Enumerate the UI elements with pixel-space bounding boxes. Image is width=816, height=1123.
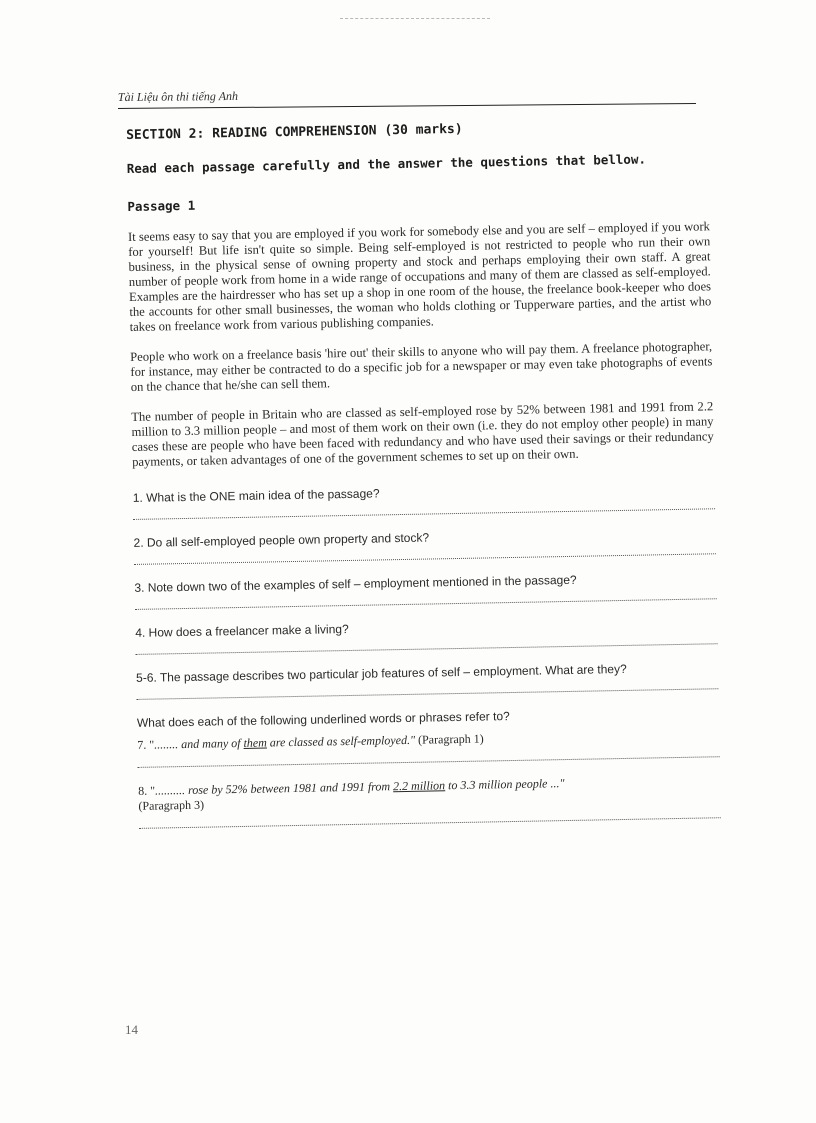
question-3: 3. Note down two of the examples of self – employment mentioned in the passage?: [134, 572, 577, 595]
question-7-text-a: ........ and many of: [154, 735, 244, 752]
passage-paragraph-2: People who work on a freelance basis 'hire out' their skills to anyone who will pay them. A freelance photographer, for instance, may either be contracted to do a specific job for a newspaper or may even take photographs of events on the chance that he/she can sell them.: [130, 339, 713, 394]
instruction: Read each passage carefully and the answer the questions that bellow.: [126, 151, 647, 176]
question-1: 1. What is the ONE main idea of the passage?: [132, 486, 380, 505]
passage-paragraph-1: It seems easy to say that you are employed if you work for somebody else and you are self – employed if you work for yourself! But life isn't quite so simple. Being self-employed is not restricted to people who run their own business, in the physical sense of owning property and stock and perhaps employing their own staff. A great number of people work from home in a wide range of occupations and many of them are classed as self-employed. Examples are the hairdresser who has set up a shop in one room of the house, the freelance book-keeper who does the accounts for other small businesses, the woman who holds clothing or Tupperware parties, and the artist who takes on freelance work from various publishing companies.: [127, 219, 712, 334]
question-8-reference: (Paragraph 3): [138, 797, 205, 813]
question-8-text-b: to 3.3 million people ...": [444, 776, 565, 793]
question-8-number: 8. ": [138, 783, 156, 798]
refer-instruction: What does each of the following underlined words or phrases refer to?: [136, 709, 510, 730]
question-7-reference: (Paragraph 1): [414, 731, 484, 747]
passage-paragraph-3: The number of people in Britain who are classed as self-employed rose by 52% between 1981 and 1991 from 2.2 million to 3.3 million people – and most of them work on their own (i.e. they do not employ other people) in many cases these are people who have been faced with redundancy and who have used their savings or their redundancy payments, or taken advantages of one of the government schemes to set up on their own.: [131, 399, 714, 469]
section-title: SECTION 2: READING COMPREHENSION (30 marks): [126, 121, 463, 143]
page-number: 14: [125, 1022, 138, 1037]
question-8-text-a: .......... rose by 52% between 1981 and 1991 from: [154, 779, 394, 798]
page-content: [126, 117, 721, 845]
question-8-underlined: 2.2 million: [392, 778, 446, 794]
scan-artifact: [340, 18, 490, 19]
question-2: 2. Do all self-employed people own property and stock?: [133, 530, 430, 550]
question-4: 4. How does a freelancer make a living?: [135, 622, 349, 640]
question-5-6: 5-6. The passage describes two particular job features of self – employment. What are they?: [135, 661, 627, 685]
question-7-number: 7. ": [137, 737, 155, 752]
question-7-text-b: are classed as self-employed.": [266, 732, 416, 750]
passage-title: Passage 1: [127, 197, 196, 214]
question-7-underlined: them: [243, 735, 267, 750]
running-head: Tài Liệu ôn thi tiếng Anh: [118, 85, 696, 109]
